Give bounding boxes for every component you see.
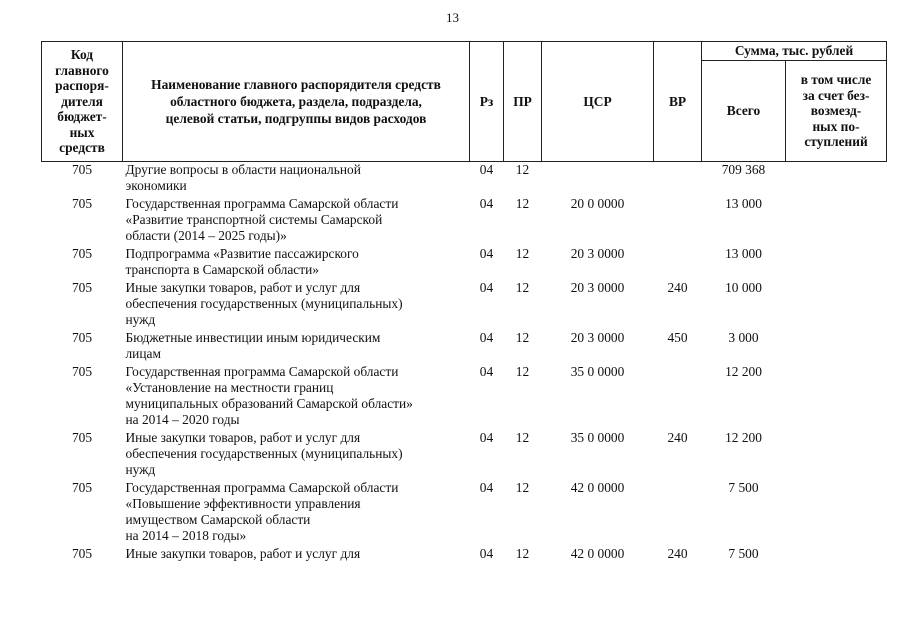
row-incl [786,196,887,246]
table-row [42,162,887,197]
table-body [42,162,887,565]
row-vr: 240 [667,430,688,445]
row-rz: 04 [479,480,494,495]
row-csr [542,162,654,197]
row-total: 7 500 [728,480,759,495]
row-name-line: лицам [125,346,161,361]
row-csr: 20 3 0000 [570,280,625,295]
header-code-text [44,47,120,156]
header-incl-line: ных по- [812,118,860,134]
row-total: 709 368 [721,162,766,177]
row-code: 705 [71,480,93,495]
header-incl-line: за счет без- [802,87,870,103]
header-code-line: бюджет- [57,109,107,125]
row-incl [786,546,887,564]
row-name-line: Государственная программа Самарской области [125,364,399,379]
row-csr: 20 0 0000 [570,196,625,211]
header-code-line: распоря- [55,78,109,94]
row-incl [786,330,887,364]
row-total: 7 500 [728,546,759,561]
row-code: 705 [71,162,93,177]
row-name-line: Бюджетные инвестиции иным юридическим [125,330,381,345]
row-rz: 04 [479,196,494,211]
row-csr: 35 0 0000 [570,364,625,379]
row-csr: 20 3 0000 [570,246,625,261]
row-vr [654,364,702,430]
row-rz: 04 [479,246,494,261]
table-row [42,196,887,246]
row-vr [654,246,702,280]
header-incl [786,61,887,162]
header-rz: Рз [470,42,504,162]
row-rz: 04 [479,430,494,445]
row-name-line: нужд [125,462,156,477]
row-name [123,546,470,564]
row-total: 10 000 [725,280,762,295]
row-pr: 12 [515,430,530,445]
header-name-line: целевой статьи, подгруппы видов расходов [165,111,427,126]
budget-table [41,41,887,564]
header-name-text [125,76,467,127]
row-code: 705 [71,546,93,561]
row-csr: 35 0 0000 [570,430,625,445]
row-name-line: имуществом Самарской области [125,512,311,527]
row-total: 3 000 [728,330,759,345]
row-name [123,280,470,330]
row-code: 705 [71,364,93,379]
header-code-line: Код [70,47,94,63]
row-name [123,162,470,197]
row-code: 705 [71,196,93,211]
header-code-line: ных [69,124,95,140]
row-rz: 04 [479,280,494,295]
row-incl [786,364,887,430]
header-total: Всего [702,61,786,162]
row-name-line: области (2014 – 2025 годы)» [125,228,287,243]
row-name-line: транспорта в Самарской области» [125,262,319,277]
header-code-line: средств [59,140,105,156]
row-incl [786,480,887,546]
row-name-line: Подпрограмма «Развитие пассажирского [125,246,359,261]
row-vr [654,196,702,246]
row-code: 705 [71,330,93,345]
row-code: 705 [71,430,93,445]
row-name-line: на 2014 – 2018 годы» [125,528,247,543]
header-csr: ЦСР [542,42,654,162]
row-rz: 04 [479,364,494,379]
row-name-line: Иные закупки товаров, работ и услуг для [125,430,361,445]
row-name-line: «Развитие транспортной системы Самарской [125,212,383,227]
row-pr: 12 [515,246,530,261]
row-pr: 12 [515,196,530,211]
row-pr: 12 [515,480,530,495]
header-incl-line: ступлений [804,134,868,150]
table-row [42,330,887,364]
row-pr: 12 [515,546,530,561]
row-name-line: «Повышение эффективности управления [125,496,361,511]
header-name-line: Наименование главного распорядителя средств [151,77,441,92]
header-incl-text [788,72,884,150]
row-name-line: экономики [125,178,187,193]
row-pr: 12 [515,162,530,177]
header-sum: Сумма, тыс. рублей [702,42,887,61]
row-name [123,196,470,246]
row-rz: 04 [479,330,494,345]
row-name-line: нужд [125,312,156,327]
row-csr: 20 3 0000 [570,330,625,345]
row-name-line: Государственная программа Самарской области [125,196,399,211]
table-row [42,246,887,280]
row-incl [786,246,887,280]
row-vr [654,162,702,197]
row-incl [786,280,887,330]
row-name-line: «Установление на местности границ [125,380,334,395]
row-code: 705 [71,246,93,261]
table-row [42,280,887,330]
row-csr: 42 0 0000 [570,480,625,495]
table-row [42,430,887,480]
row-name [123,246,470,280]
row-code: 705 [71,280,93,295]
row-vr [654,480,702,546]
row-name [123,480,470,546]
row-total: 12 200 [725,364,762,379]
header-name [123,42,470,162]
header-incl-line: в том числе [800,72,872,88]
row-rz: 04 [479,546,494,561]
table-row [42,546,887,564]
header-code-line: главного [55,62,109,78]
row-pr: 12 [515,364,530,379]
row-vr: 240 [667,546,688,561]
header-code-line: дителя [61,93,103,109]
row-total: 13 000 [725,196,762,211]
row-total: 12 200 [725,430,762,445]
row-name-line: обеспечения государственных (муниципальных) [125,296,403,311]
row-name-line: муниципальных образований Самарской области» [125,396,413,411]
row-name [123,330,470,364]
row-vr: 240 [667,280,688,295]
row-pr: 12 [515,280,530,295]
table-header [42,42,887,162]
row-name [123,430,470,480]
row-total: 13 000 [725,246,762,261]
row-name-line: обеспечения государственных (муниципальных) [125,446,403,461]
row-name-line: Иные закупки товаров, работ и услуг для [125,280,361,295]
row-pr: 12 [515,330,530,345]
table-row [42,364,887,430]
row-incl [786,430,887,480]
row-name-line: на 2014 – 2020 годы [125,412,240,427]
row-csr: 42 0 0000 [570,546,625,561]
header-vr: ВР [654,42,702,162]
header-pr: ПР [504,42,542,162]
header-incl-line: возмезд- [810,103,862,119]
row-name-line: Другие вопросы в области национальной [125,162,361,177]
row-incl [786,162,887,197]
row-name [123,364,470,430]
row-name-line: Иные закупки товаров, работ и услуг для [125,546,361,561]
row-vr: 450 [667,330,688,345]
table-row [42,480,887,546]
header-code [42,42,123,162]
page-number: 13 [446,10,459,25]
header-name-line: областного бюджета, раздела, подраздела, [170,94,422,109]
row-rz: 04 [479,162,494,177]
row-name-line: Государственная программа Самарской области [125,480,399,495]
